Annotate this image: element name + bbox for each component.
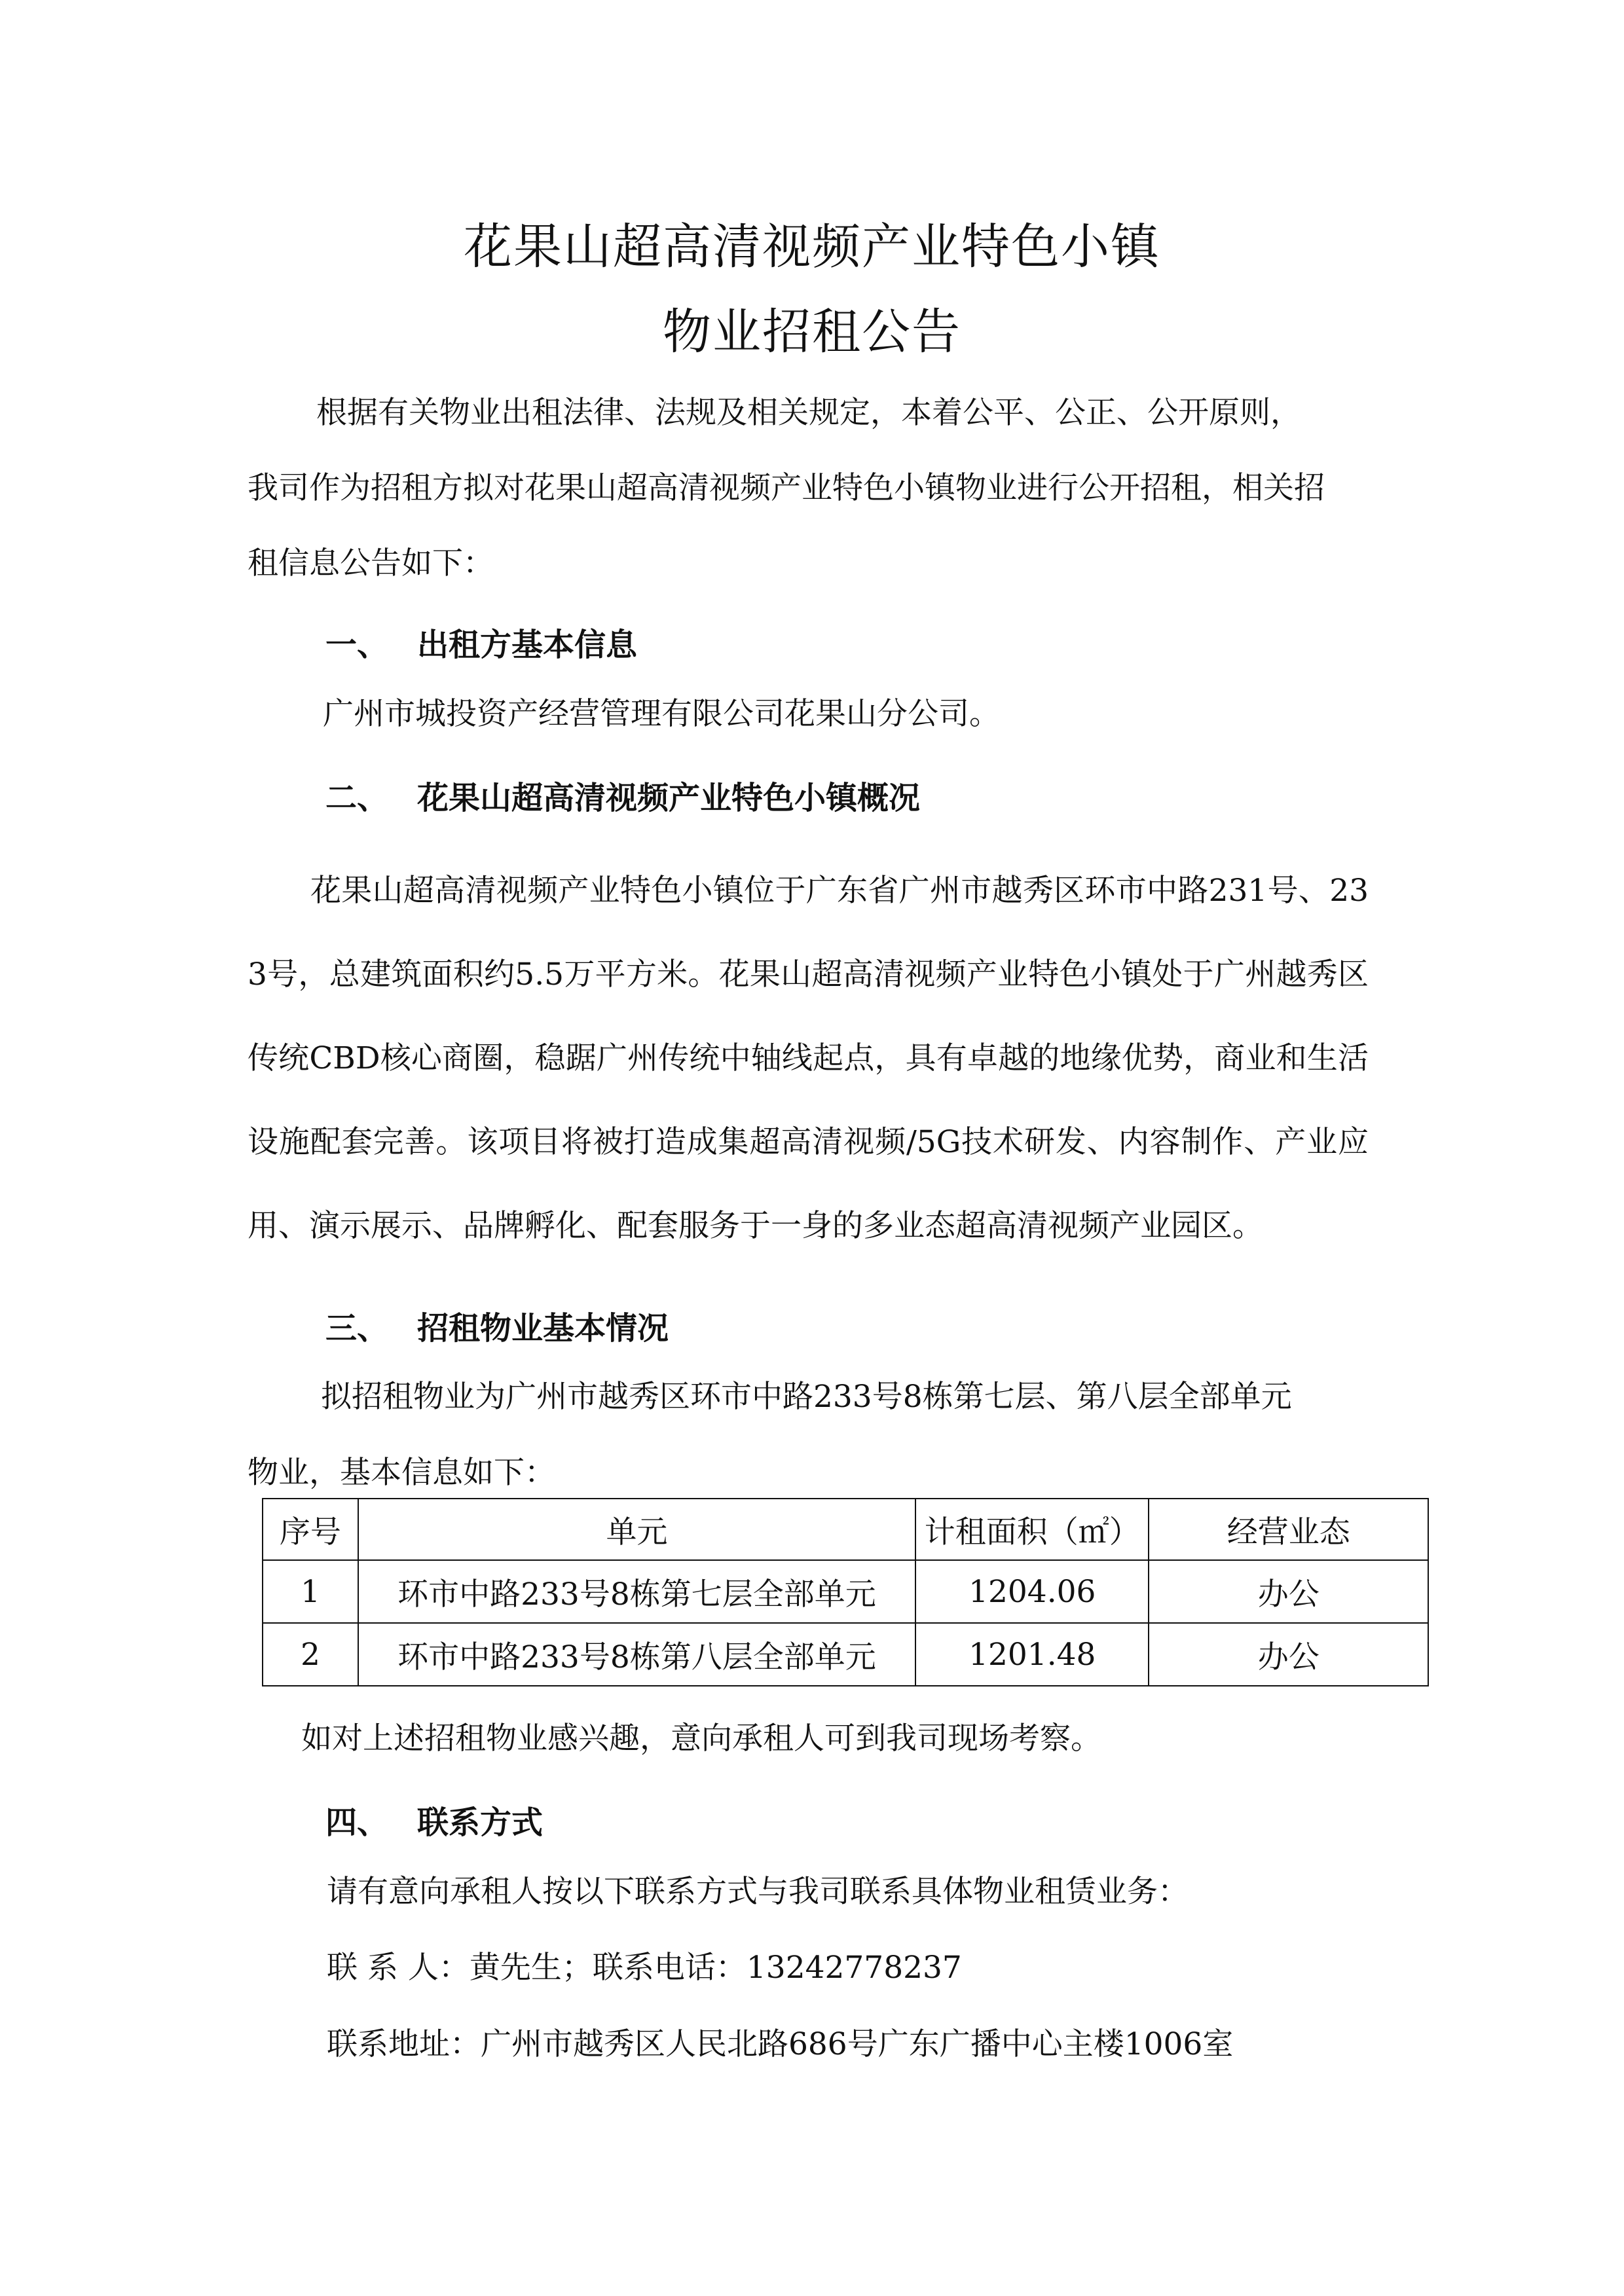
contact-address-label: 联系地址：: [327, 2026, 481, 2062]
cell-business-type: 办公: [1149, 1560, 1428, 1623]
section-2-paragraph: 花果山超高清视频产业特色小镇位于广东省广州市越秀区环市中路231号、233号，总建筑面积约5.5万平方米。花果山超高清视频产业特色小镇处于广州越秀区传统CBD核心商圈，稳踞广州传统中轴线起点，具有卓越的地缘优势，商业和生活设施配套完善。该项目将被打造成集超高清视频/5G技术研发、内容制作、产业应用、演示展示、品牌孵化、配套服务于一身的多业态超高清视频产业园区。: [248, 873, 1369, 1244]
section-4-title: 联系方式: [417, 1804, 544, 1841]
section-3-after-table: 如对上述招租物业感兴趣，意向承租人可到我司现场考察。: [301, 1721, 1101, 1757]
cell-unit: 环市中路233号8栋第八层全部单元: [358, 1623, 915, 1686]
document-title-line1: 花果山超高清视频产业特色小镇: [464, 219, 1160, 275]
section-3-heading: [325, 1303, 669, 1348]
cell-business-type: 办公: [1149, 1623, 1428, 1686]
section-1-text: 广州市城投资产经营管理有限公司花果山分公司。: [323, 696, 1000, 732]
section-2-title: 花果山超高清视频产业特色小镇概况: [417, 780, 921, 816]
section-1-heading: [325, 619, 637, 665]
table-header-row: [263, 1499, 1428, 1560]
contact-person-label: 联 系 人：: [327, 1950, 470, 1986]
header-unit: 单元: [358, 1499, 915, 1560]
header-area: 计租面积（㎡）: [915, 1499, 1149, 1560]
section-1-title: 出租方基本信息: [417, 627, 638, 663]
section-4-number: 四、: [325, 1804, 389, 1841]
section-4-heading: [325, 1797, 543, 1842]
section-2-number: 二、: [325, 780, 389, 816]
cell-seq: 2: [263, 1623, 358, 1686]
intro-line-3: 租信息公告如下：: [248, 545, 494, 581]
contact-phone-label: 联系电话：: [592, 1950, 747, 1986]
header-business-type: 经营业态: [1149, 1499, 1428, 1560]
cell-area: 1201.48: [915, 1623, 1149, 1686]
section-3-title: 招租物业基本情况: [417, 1310, 669, 1347]
header-seq: 序号: [263, 1499, 358, 1560]
document-title-line2: 物业招租公告: [663, 304, 961, 360]
table-row: [263, 1560, 1428, 1623]
section-3-text-line1: 拟招租物业为广州市越秀区环市中路233号8栋第七层、第八层全部单元: [321, 1379, 1292, 1415]
section-3-number: 三、: [325, 1310, 389, 1347]
intro-line-2: 我司作为招租方拟对花果山超高清视频产业特色小镇物业进行公开招租，相关招: [248, 470, 1325, 506]
section-4-text: 请有意向承租人按以下联系方式与我司联系具体物业租赁业务：: [327, 1874, 1189, 1910]
contact-person-line: [327, 1950, 962, 1986]
contact-address: 广州市越秀区人民北路686号广东广播中心主楼1006室: [481, 2026, 1234, 2062]
cell-seq: 1: [263, 1560, 358, 1623]
cell-unit: 环市中路233号8栋第七层全部单元: [358, 1560, 915, 1623]
section-2-heading: [325, 773, 920, 818]
contact-phone: 13242778237: [746, 1950, 962, 1986]
contact-person: 黄先生；: [469, 1950, 593, 1986]
section-1-number: 一、: [325, 627, 389, 663]
table-row: [263, 1623, 1428, 1686]
intro-line-1: 根据有关物业出租法律、法规及相关规定，本着公平、公正、公开原则，: [316, 395, 1301, 431]
contact-address-line: [327, 2026, 1233, 2063]
cell-area: 1204.06: [915, 1560, 1149, 1623]
section-3-text-line2: 物业，基本信息如下：: [248, 1455, 555, 1491]
property-units-table: [262, 1498, 1429, 1686]
